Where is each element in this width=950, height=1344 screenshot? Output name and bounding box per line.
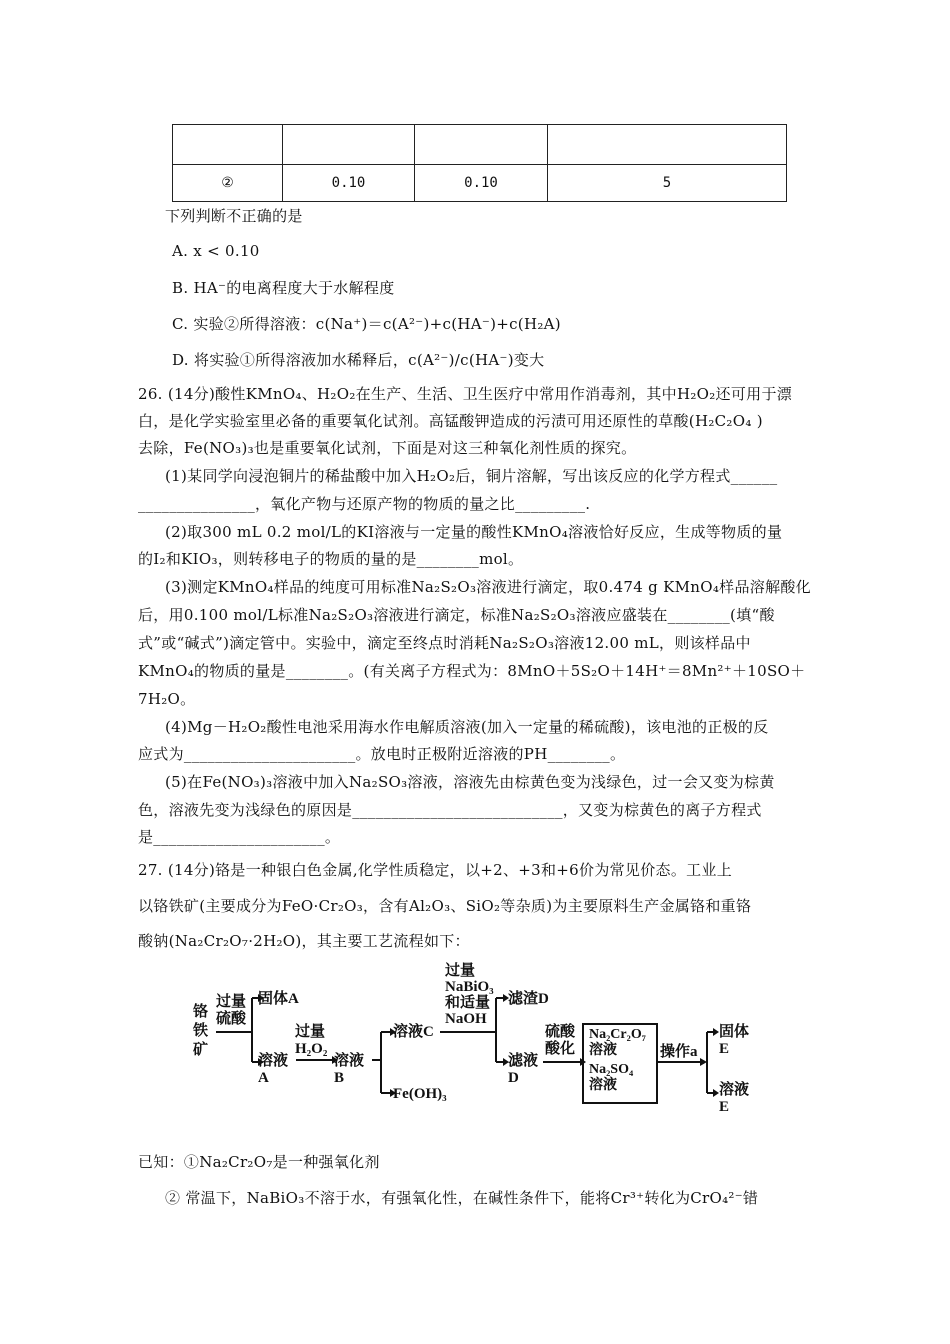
reagent-line: 硫酸	[216, 1011, 247, 1027]
operation-a-label: 操作a	[660, 1044, 698, 1060]
product-box-content	[589, 1027, 646, 1094]
q26-part2-b: 的I₂和KIO₃，则转移电子的物质的量的是________mol。	[138, 550, 524, 568]
chromite-ore-label	[193, 1003, 208, 1060]
table-cell: 0.10	[283, 165, 415, 202]
label-line: 滤液	[508, 1053, 539, 1069]
table-cell: ②	[173, 165, 283, 202]
question-prompt: 下列判断不正确的是	[165, 207, 303, 225]
label-line: 溶液	[258, 1053, 289, 1069]
option-b: B. HA⁻的电离程度大于水解程度	[172, 279, 395, 297]
solid-a-label: 固体A	[258, 991, 299, 1007]
reagent-line: 过量	[216, 994, 247, 1010]
q26-part5-b: 色，溶液先变为浅绿色的原因是___________________________，又变为棕黄色的离子方程式	[138, 801, 762, 819]
q26-line-1: 26. (14分)酸性KMnO₄、H₂O₂在生产、生活、卫生医疗中常用作消毒剂，其中H₂O₂还可用于漂	[138, 385, 793, 403]
solution-b-label	[334, 1053, 364, 1087]
nabio3-naoh-label	[445, 963, 494, 1027]
solution-a-label	[258, 1053, 288, 1087]
q26-part3-b: 后，用0.100 mol/L标准Na₂S₂O₃溶液进行滴定，标准Na₂S₂O₃溶液应盛装在________(填“酸	[138, 606, 775, 624]
q27-line-1: 27. (14分)铬是一种银白色金属,化学性质稳定，以+2、+3和+6价为常见价态。工业上	[138, 861, 733, 879]
label-line: 溶液	[719, 1082, 750, 1098]
q26-part1-b: _______________，氧化产物与还原产物的物质的量之比_________.	[138, 495, 591, 513]
known-info-2: ② 常温下，NaBiO₃不溶于水，有强氧化性，在碱性条件下，能将Cr³⁺转化为CrO₄²⁻错	[165, 1189, 759, 1207]
sulfuric-acidify-label	[545, 1024, 575, 1058]
reagent-line: 过量	[445, 963, 476, 979]
table-cell: 5	[548, 165, 787, 202]
label-line: D	[508, 1070, 519, 1086]
q26-part4-b: 应式为______________________。放电时正极附近溶液的PH________。	[138, 745, 626, 763]
q26-part3-d: KMnO₄的物质的量是________。(有关离子方程式为：8MnO＋5S₂O＋14H⁺＝8Mn²⁺＋10SO＋	[138, 662, 806, 680]
ironhydroxide-label: Fe(OH)₃	[393, 1086, 447, 1102]
q26-part3-c: 式”或“碱式”)滴定管中。实验中，滴定至终点时消耗Na₂S₂O₃溶液12.00 mL，则该样品中	[138, 634, 751, 652]
reagent-line: 硫酸	[545, 1024, 576, 1040]
label-line: E	[719, 1041, 730, 1057]
ore-char: 铬	[193, 1004, 209, 1020]
q26-line-2: 白，是化学实验室里必备的重要氧化试剂。高锰酸钾造成的污渍可用还原性的草酸(H₂C₂O₄ )	[138, 412, 763, 430]
ore-char: 铁	[193, 1023, 209, 1039]
option-d: D. 将实验①所得溶液加水稀释后，c(A²⁻)/c(HA⁻)变大	[172, 351, 545, 369]
solution-c-label: 溶液C	[393, 1024, 434, 1040]
label-line: 溶液	[334, 1053, 365, 1069]
option-c: C. 实验②所得溶液：c(Na⁺)＝c(A²⁻)+c(HA⁻)+c(H₂A)	[172, 315, 561, 333]
q26-part3-e: 7H₂O。	[138, 690, 196, 708]
excess-h2o2-label	[295, 1024, 327, 1058]
label-line: E	[719, 1099, 730, 1115]
q26-part4-a: (4)Mg－H₂O₂酸性电池采用海水作电解质溶液(加入一定量的稀硫酸)，该电池的正极的反	[165, 718, 769, 736]
reagent-line: 过量	[295, 1024, 326, 1040]
option-a: A. x < 0.10	[172, 242, 260, 260]
reagent-line: 和适量	[445, 995, 491, 1011]
reagent-line: 酸化	[545, 1041, 576, 1057]
label-line: B	[334, 1070, 345, 1086]
table-cell: 0.10	[415, 165, 548, 202]
q26-part5-a: (5)在Fe(NO₃)₃溶液中加入Na₂SO₃溶液，溶液先由棕黄色变为浅绿色，过一会又变为棕黄	[165, 773, 775, 791]
q26-part1-a: (1)某同学向浸泡铜片的稀盐酸中加入H₂O₂后，铜片溶解，写出该反应的化学方程式______	[165, 467, 778, 485]
solid-e-label	[719, 1024, 749, 1058]
box-line: Na₂SO₄	[589, 1062, 634, 1077]
q27-line-3: 酸钠(Na₂Cr₂O₇·2H₂O)，其主要工艺流程如下：	[138, 932, 470, 950]
label-line: A	[258, 1070, 269, 1086]
excess-sulfuric-acid-label	[216, 994, 246, 1028]
box-line: 溶液	[589, 1078, 617, 1093]
residue-d-label: 滤渣D	[508, 991, 549, 1007]
q27-line-2: 以铬铁矿(主要成分为FeO·Cr₂O₃，含有Al₂O₃、SiO₂等杂质)为主要原料生产金属铬和重铬	[138, 897, 752, 915]
box-line: Na₂Cr₂O₇	[589, 1027, 646, 1042]
known-info-1: 已知：①Na₂Cr₂O₇是一种强氧化剂	[138, 1153, 380, 1171]
solution-e-label	[719, 1082, 749, 1116]
q26-line-3: 去除，Fe(NO₃)₃也是重要氧化试剂，下面是对这三种氧化剂性质的探究。	[138, 439, 637, 457]
q26-part5-c: 是______________________。	[138, 828, 341, 846]
q26-part2-a: (2)取300 mL 0.2 mol/L的KI溶液与一定量的酸性KMnO₄溶液恰好反应，生成等物质的量	[165, 523, 783, 541]
reagent-line: H₂O₂	[295, 1041, 328, 1057]
reagent-line: NaOH	[445, 1011, 487, 1027]
ore-char: 矿	[193, 1042, 209, 1058]
q26-part3-a: (3)测定KMnO₄样品的纯度可用标准Na₂S₂O₃溶液进行滴定，取0.474 g KMnO₄样品溶解酸化	[165, 578, 811, 596]
filtrate-d-label	[508, 1053, 538, 1087]
label-line: 固体	[719, 1024, 750, 1040]
reagent-line: NaBiO₃	[445, 979, 494, 995]
box-line: 溶液	[589, 1043, 617, 1058]
